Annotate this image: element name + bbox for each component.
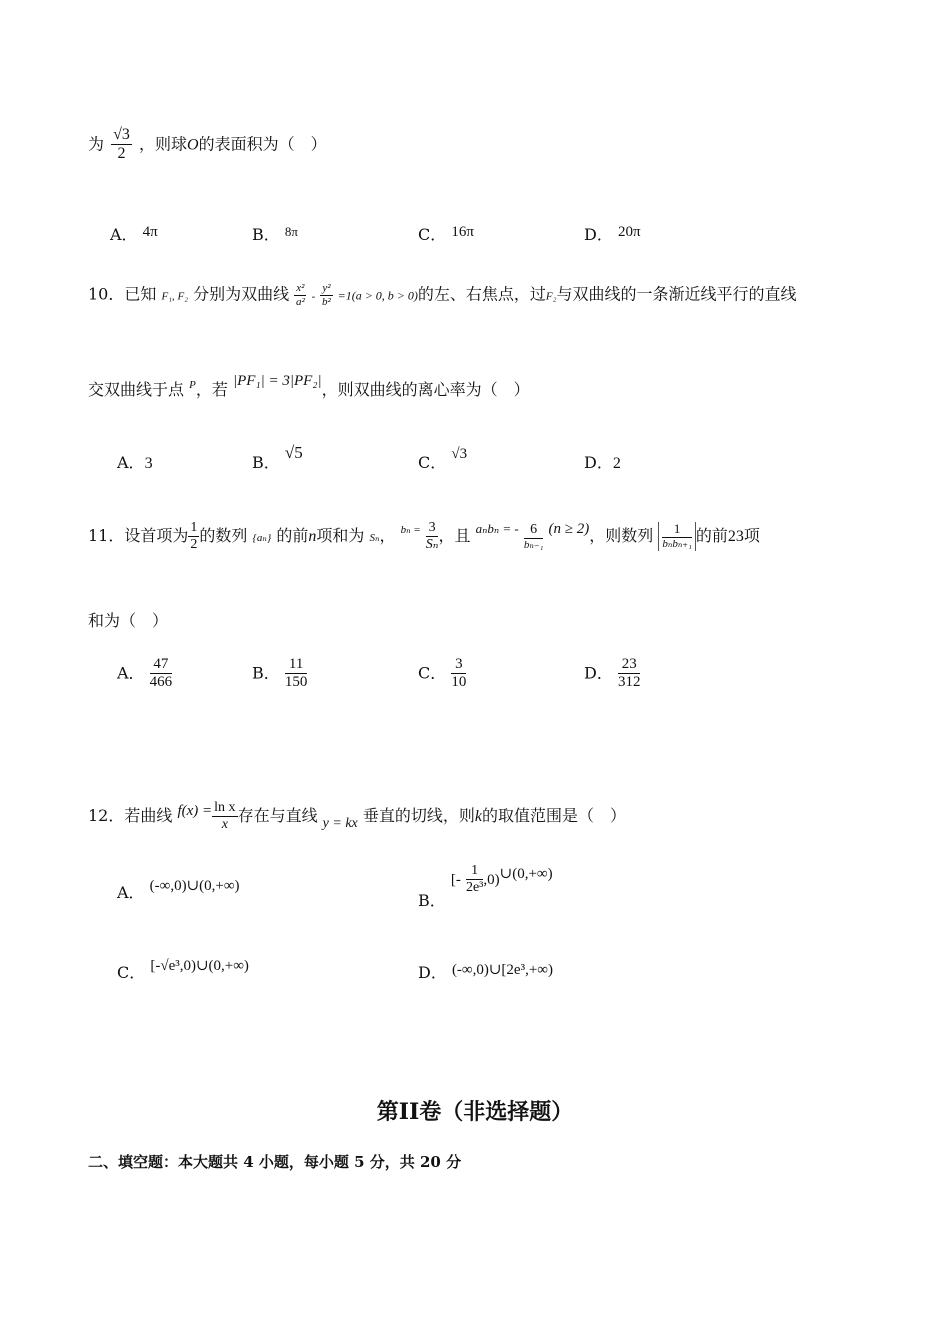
q10-line1 [88, 282, 796, 308]
option-label: A． [117, 453, 145, 472]
q9-frac-num: √3 [111, 126, 132, 145]
q9-option-a[interactable] [110, 225, 158, 246]
q9-option-b[interactable] [252, 225, 298, 246]
option-den: 150 [284, 674, 308, 691]
option-label: A． [110, 225, 138, 244]
option-num: 11 [285, 656, 308, 674]
section-subtitle: 二、填空题：本大题共 4 小题，每小题 5 分，共 20 分 [88, 1153, 462, 1171]
option-fraction [285, 656, 308, 692]
q11-count: 23 [727, 528, 744, 546]
option-fraction [466, 863, 483, 896]
option-value: 2 [612, 455, 621, 472]
q10-eq-x-frac [294, 282, 306, 308]
q12-option-b[interactable] [418, 863, 553, 911]
q10-eq-y-frac [320, 282, 332, 308]
q11-bn-frac [426, 520, 439, 553]
q11-rel-num: 6 [524, 522, 544, 539]
option-value: [-√e³,0)∪(0,+∞) [150, 958, 249, 974]
q12-f-den: x [221, 817, 228, 833]
option-num: 3 [451, 656, 466, 674]
option-label: A． [117, 663, 145, 683]
q11-rel-frac [524, 522, 544, 552]
q9-text: ，则球 [138, 134, 187, 154]
q11-text: 的前 [695, 526, 728, 546]
q11-bn-lhs: bₙ = [400, 524, 421, 537]
q10-point: P [189, 379, 196, 391]
option-label: C． [418, 663, 447, 683]
q10-condition: |PF₁| = 3|PF₂| [232, 373, 322, 389]
q10-f2: F₂ [545, 290, 557, 303]
q12-text: 垂直的切线，则 [362, 806, 475, 826]
q10-foci: F₁, F₂ [161, 290, 189, 303]
q11-line2 [88, 611, 168, 631]
option-value: 3 [144, 455, 153, 472]
q10-option-d[interactable] [584, 453, 621, 474]
option-label: C． [418, 453, 447, 472]
q11-rel-lhs: aₙbₙ = - [475, 521, 519, 537]
q11-text: 项和为 [316, 526, 365, 546]
q11-bn-den: Sₙ [425, 537, 439, 553]
q11-text: 设首项为 [124, 526, 189, 546]
option-value: √5 [284, 443, 303, 462]
q10-option-c[interactable] [418, 446, 468, 474]
option-label: B． [252, 453, 280, 472]
q11-text: 项 [743, 526, 760, 546]
q11-half-den: 2 [190, 537, 198, 553]
q11-line1 [88, 520, 760, 553]
q11-option-d[interactable] [584, 656, 640, 692]
q9-text2: 的表面积为（ ） [198, 134, 327, 154]
q10-eq-rest: =1(a > 0, b > 0) [337, 288, 418, 303]
option-value: 8π [284, 224, 298, 239]
q9-var-o: O [187, 136, 199, 154]
option-value: 16π [451, 224, 474, 240]
option-value: (-∞,0)∪(0,+∞) [149, 878, 240, 894]
q11-seq2-den: bₙbₙ₊₁ [662, 538, 692, 551]
q11-seq2-num: 1 [662, 522, 692, 538]
q11-text: ， [379, 526, 396, 546]
q9-fraction [111, 126, 132, 164]
q10-text: 已知 [124, 284, 157, 304]
q10-text: ，若 [195, 380, 228, 399]
option-post: ,0) [483, 872, 500, 889]
option-label: C． [418, 225, 447, 244]
q9-frac-den: 2 [117, 145, 126, 163]
option-label: B． [418, 891, 446, 911]
q11-half-num: 1 [188, 520, 199, 537]
option-fraction [618, 656, 641, 692]
q11-seq: {aₙ} [252, 532, 272, 545]
q12-f-num: ln x [212, 800, 237, 817]
q11-text: ，且 [438, 526, 471, 546]
q10-eq-y: y² [322, 282, 331, 294]
option-tail: ∪(0,+∞) [499, 866, 553, 883]
option-value: (-∞,0)∪[2e³,+∞) [451, 962, 553, 978]
q12-line: y = kx [322, 816, 358, 832]
option-label: D． [584, 225, 613, 244]
q12-option-a[interactable] [117, 878, 240, 904]
option-value: 20π [617, 224, 641, 240]
q11-number: 11． [88, 526, 125, 546]
option-label: D． [584, 663, 613, 683]
q11-rel-den: bₙ₋₁ [523, 538, 544, 551]
q9-option-c[interactable] [418, 225, 474, 246]
q10-number: 10． [88, 284, 125, 304]
q11-n: n [308, 528, 317, 546]
option-den: 2e³ [465, 880, 484, 896]
q10-text: 的左、右焦点，过 [417, 284, 546, 304]
q10-option-a[interactable] [117, 453, 153, 474]
section-title: 第II卷（非选择题） [376, 1099, 574, 1125]
q11-bn-num: 3 [426, 520, 439, 537]
q12-text: 的取值范围是（ ） [481, 806, 626, 826]
option-num: 47 [150, 656, 173, 674]
q12-line1 [88, 800, 626, 833]
option-num: 23 [618, 656, 641, 674]
q9-prefix: 为 [88, 134, 105, 154]
q10-eq-minus: - [311, 290, 316, 303]
q11-option-c[interactable] [418, 656, 466, 692]
option-num: 1 [466, 863, 483, 880]
q11-text: 的数列 [199, 526, 248, 546]
q11-option-a[interactable] [117, 656, 172, 692]
q12-f-frac [212, 800, 237, 833]
option-den: 312 [617, 674, 641, 691]
q11-half [188, 520, 199, 553]
q11-text: 的前 [276, 526, 309, 546]
option-label: B． [252, 225, 280, 244]
q12-option-d[interactable] [418, 963, 553, 984]
q10-eq-b: b² [322, 295, 331, 308]
q12-k: k [474, 808, 482, 826]
option-fraction [150, 656, 173, 692]
option-label: B． [252, 663, 280, 683]
option-fraction [451, 656, 466, 692]
q12-option-c[interactable] [117, 958, 249, 984]
q10-text: 分别为双曲线 [193, 284, 290, 304]
q12-text: 若曲线 [124, 806, 173, 826]
q10-eq-x: x² [296, 282, 305, 294]
q10-text: ，则双曲线的离心率为（ ） [321, 380, 530, 399]
q12-f-lhs: f(x) = [177, 803, 213, 820]
option-label: D． [584, 453, 613, 472]
q12-number: 12． [88, 806, 125, 826]
q12-text: 存在与直线 [237, 806, 318, 826]
q11-sn: Sₙ [369, 532, 380, 545]
q11-option-b[interactable] [252, 656, 307, 692]
q11-text: 和为（ ） [88, 611, 169, 630]
option-value: 4π [142, 224, 158, 240]
option-label: C． [117, 963, 146, 982]
option-value: √3 [451, 446, 468, 462]
option-label: D． [418, 963, 447, 982]
q9-tail [88, 126, 327, 164]
q11-seq2 [658, 522, 696, 551]
q9-option-d[interactable] [584, 225, 641, 246]
option-den: 466 [149, 674, 173, 691]
q10-option-b[interactable] [252, 443, 303, 473]
q10-text: 与双曲线的一条渐近线平行的直线 [556, 284, 797, 304]
option-den: 10 [451, 674, 467, 691]
q10-eq-a: a² [295, 295, 305, 308]
q10-text: 交双曲线于点 [88, 380, 185, 399]
option-label: A． [117, 883, 145, 902]
q10-line2 [88, 373, 530, 402]
q11-rel-cond: (n ≥ 2) [548, 521, 590, 538]
option-pre: [- [450, 872, 461, 889]
q11-text: ，则数列 [589, 526, 654, 546]
